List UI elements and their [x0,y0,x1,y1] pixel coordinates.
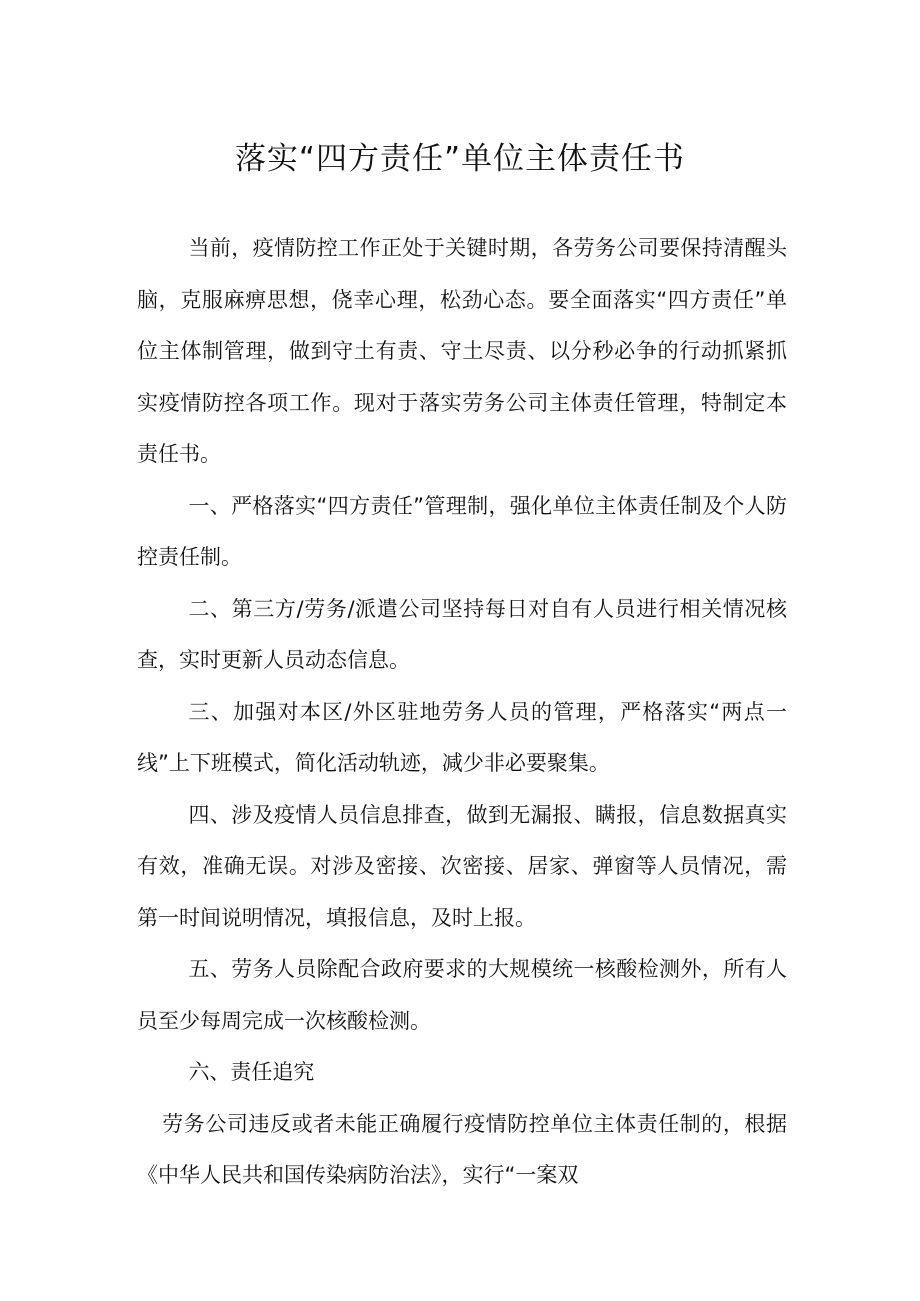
clause-3-paragraph: 三、加强对本区/外区驻地劳务人员的管理，严格落实“两点一线”上下班模式，简化活动轨迹，减少非必要聚集。 [137,699,787,775]
clause-5-paragraph: 五、劳务人员除配合政府要求的大规模统一核酸检测外，所有人员至少每周完成一次核酸检测。 [137,957,787,1033]
clause-4-paragraph: 四、涉及疫情人员信息排查，做到无漏报、瞒报，信息数据真实有效，准确无误。对涉及密接、次密接、居家、弹窗等人员情况，需第一时间说明情况，填报信息，及时上报。 [137,802,787,930]
clause-6-heading: 六、责任追究 [188,1060,315,1084]
accountability-paragraph: 劳务公司违反或者未能正确履行疫情防控单位主体责任制的，根据《中华人民共和国传染病防治法》，实行“一案双 [137,1111,787,1187]
document-title: 落实“四方责任”单位主体责任书 [234,141,686,177]
intro-paragraph: 当前，疫情防控工作正处于关键时期，各劳务公司要保持清醒头脑，克服麻痹思想，侥幸心理，松劲心态。要全面落实“四方责任”单位主体制管理，做到守土有责、守土尽责、以分秒必争的行动抓紧抓实疫情防控各项工作。现对于落实劳务公司主体责任管理，特制定本责任书。 [137,236,787,466]
document-body [137,223,787,1202]
clause-1-paragraph: 一、严格落实“四方责任”管理制，强化单位主体责任制及个人防控责任制。 [137,493,787,569]
clause-2-paragraph: 二、第三方/劳务/派遣公司坚持每日对自有人员进行相关情况核查，实时更新人员动态信息。 [137,596,787,672]
